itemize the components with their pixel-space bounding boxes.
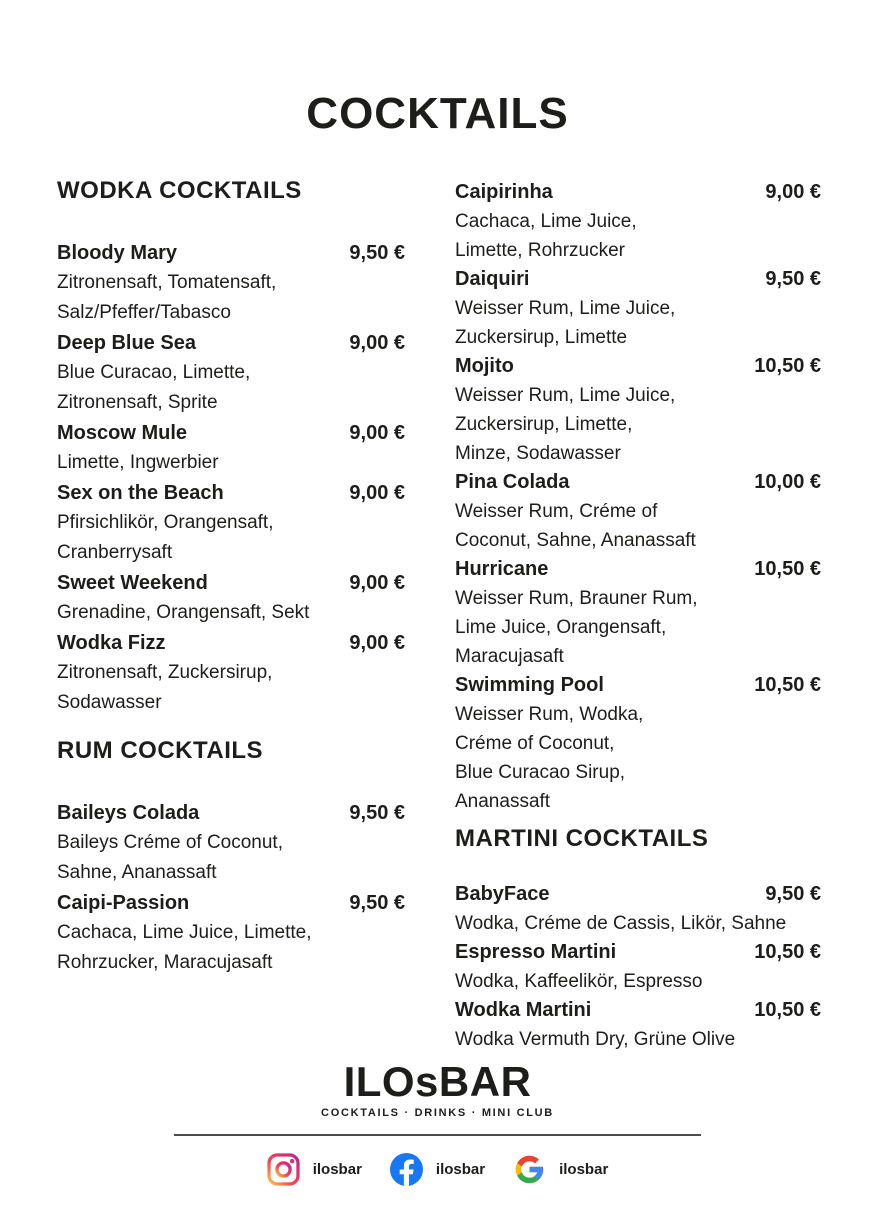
social-link-facebook[interactable] bbox=[390, 1153, 485, 1186]
social-handle: ilosbar bbox=[559, 1161, 609, 1178]
item-price: 10,50 € bbox=[754, 999, 821, 1021]
footer bbox=[0, 1060, 875, 1186]
menu-item bbox=[455, 352, 821, 468]
item-ingredients: Weisser Rum, Lime Juice, bbox=[455, 385, 676, 406]
menu-item bbox=[455, 178, 821, 265]
item-price: 9,00 € bbox=[349, 482, 405, 504]
item-ingredients: Cachaca, Lime Juice, Limette, bbox=[57, 922, 312, 943]
item-ingredients: Weisser Rum, Brauner Rum, bbox=[455, 588, 698, 609]
item-name: Pina Colada bbox=[455, 471, 570, 493]
item-ingredients: Créme of Coconut, bbox=[455, 733, 615, 754]
item-price: 9,00 € bbox=[349, 422, 405, 444]
item-price: 9,50 € bbox=[349, 892, 405, 914]
item-price: 10,50 € bbox=[754, 355, 821, 377]
item-price: 9,50 € bbox=[765, 268, 821, 290]
menu-item bbox=[455, 555, 821, 671]
section-wodka-cocktails bbox=[57, 176, 405, 718]
item-ingredients: Limette, Ingwerbier bbox=[57, 452, 219, 473]
menu-item bbox=[57, 478, 405, 568]
item-ingredients: Limette, Rohrzucker bbox=[455, 240, 626, 261]
item-ingredients: Blue Curacao Sirup, bbox=[455, 762, 626, 783]
item-name: Espresso Martini bbox=[455, 941, 617, 963]
item-name: Caipirinha bbox=[455, 181, 553, 203]
item-ingredients: Wodka Vermuth Dry, Grüne Olive bbox=[455, 1029, 736, 1050]
item-name: Sweet Weekend bbox=[57, 572, 208, 594]
google-icon bbox=[513, 1153, 546, 1186]
section-martini-cocktails bbox=[455, 824, 821, 1054]
social-handle: ilosbar bbox=[312, 1161, 362, 1178]
menu-item bbox=[57, 568, 405, 628]
menu-item bbox=[455, 996, 821, 1054]
social-link-instagram[interactable] bbox=[267, 1153, 362, 1186]
menu-item bbox=[455, 671, 821, 816]
item-ingredients: Grenadine, Orangensaft, Sekt bbox=[57, 602, 310, 623]
item-price: 9,00 € bbox=[349, 332, 405, 354]
item-name: Daiquiri bbox=[455, 268, 530, 290]
menu-item bbox=[57, 798, 405, 888]
item-price: 9,00 € bbox=[349, 572, 405, 594]
menu-item bbox=[455, 265, 821, 352]
facebook-icon bbox=[390, 1153, 423, 1186]
item-ingredients: Zitronensaft, Tomatensaft, bbox=[57, 272, 277, 293]
item-price: 10,50 € bbox=[754, 941, 821, 963]
social-links-row bbox=[0, 1153, 875, 1186]
item-ingredients: Minze, Sodawasser bbox=[455, 443, 621, 464]
right-column bbox=[455, 178, 821, 1054]
menu-item bbox=[455, 468, 821, 555]
item-ingredients: Weisser Rum, Lime Juice, bbox=[455, 298, 676, 319]
instagram-icon bbox=[267, 1153, 300, 1186]
item-price: 9,00 € bbox=[765, 181, 821, 203]
page-title: COCKTAILS bbox=[306, 89, 569, 138]
item-price: 10,50 € bbox=[754, 674, 821, 696]
item-ingredients: Pfirsichlikör, Orangensaft, bbox=[57, 512, 274, 533]
item-name: Wodka Martini bbox=[455, 999, 592, 1021]
item-ingredients: Zuckersirup, Limette bbox=[455, 327, 628, 348]
item-name: BabyFace bbox=[455, 883, 550, 905]
item-name: Baileys Colada bbox=[57, 802, 200, 824]
item-price: 10,50 € bbox=[754, 558, 821, 580]
item-ingredients: Zitronensaft, Sprite bbox=[57, 392, 218, 413]
social-handle: ilosbar bbox=[435, 1161, 486, 1178]
item-name: Swimming Pool bbox=[455, 674, 604, 696]
section-rum-cocktails bbox=[57, 736, 405, 978]
item-price: 9,50 € bbox=[765, 883, 821, 905]
menu-item bbox=[57, 628, 405, 718]
item-ingredients: Salz/Pfeffer/Tabasco bbox=[57, 302, 231, 323]
section-header: MARTINI COCKTAILS bbox=[455, 825, 709, 852]
menu-item bbox=[455, 880, 821, 938]
item-name: Wodka Fizz bbox=[57, 632, 166, 654]
item-ingredients: Cranberrysaft bbox=[57, 542, 173, 563]
item-ingredients: Wodka, Créme de Cassis, Likör, Sahne bbox=[455, 913, 787, 934]
left-column bbox=[57, 176, 405, 978]
item-price: 10,00 € bbox=[754, 471, 821, 493]
item-ingredients: Sodawasser bbox=[57, 692, 162, 713]
item-ingredients: Weisser Rum, Créme of bbox=[455, 501, 658, 522]
item-ingredients: Lime Juice, Orangensaft, bbox=[455, 617, 667, 638]
section-header: WODKA COCKTAILS bbox=[57, 177, 302, 204]
footer-divider bbox=[174, 1134, 701, 1136]
menu-item bbox=[57, 328, 405, 418]
item-name: Mojito bbox=[455, 355, 514, 377]
item-name: Bloody Mary bbox=[57, 242, 178, 264]
menu-item bbox=[57, 888, 405, 978]
item-name: Hurricane bbox=[455, 558, 549, 580]
item-ingredients: Weisser Rum, Wodka, bbox=[455, 704, 644, 725]
item-ingredients: Coconut, Sahne, Ananassaft bbox=[455, 530, 696, 551]
item-ingredients: Baileys Créme of Coconut, bbox=[57, 832, 283, 853]
item-ingredients: Ananassaft bbox=[455, 791, 551, 812]
item-ingredients: Sahne, Ananassaft bbox=[57, 862, 217, 883]
item-name: Moscow Mule bbox=[57, 422, 188, 444]
item-price: 9,00 € bbox=[349, 632, 405, 654]
social-link-google[interactable] bbox=[513, 1153, 608, 1186]
item-ingredients: Zitronensaft, Zuckersirup, bbox=[57, 662, 273, 683]
section-rum-cocktails-continued bbox=[455, 178, 821, 816]
section-header: RUM COCKTAILS bbox=[57, 737, 264, 764]
item-ingredients: Cachaca, Lime Juice, bbox=[455, 211, 637, 232]
item-name: Caipi-Passion bbox=[57, 892, 190, 914]
menu-item bbox=[57, 418, 405, 478]
item-ingredients: Zuckersirup, Limette, bbox=[455, 414, 633, 435]
brand-logo: ILOsBAR bbox=[343, 1058, 532, 1105]
item-ingredients: Wodka, Kaffeelikör, Espresso bbox=[455, 971, 703, 992]
item-ingredients: Rohrzucker, Maracujasaft bbox=[57, 952, 273, 973]
item-ingredients: Maracujasaft bbox=[455, 646, 564, 667]
item-name: Deep Blue Sea bbox=[57, 332, 196, 354]
item-ingredients: Blue Curacao, Limette, bbox=[57, 362, 251, 383]
item-price: 9,50 € bbox=[349, 802, 405, 824]
item-name: Sex on the Beach bbox=[57, 482, 224, 504]
item-price: 9,50 € bbox=[349, 242, 405, 264]
menu-item bbox=[57, 238, 405, 328]
menu-item bbox=[455, 938, 821, 996]
brand-tagline: COCKTAILS · DRINKS · MINI CLUB bbox=[321, 1107, 554, 1119]
